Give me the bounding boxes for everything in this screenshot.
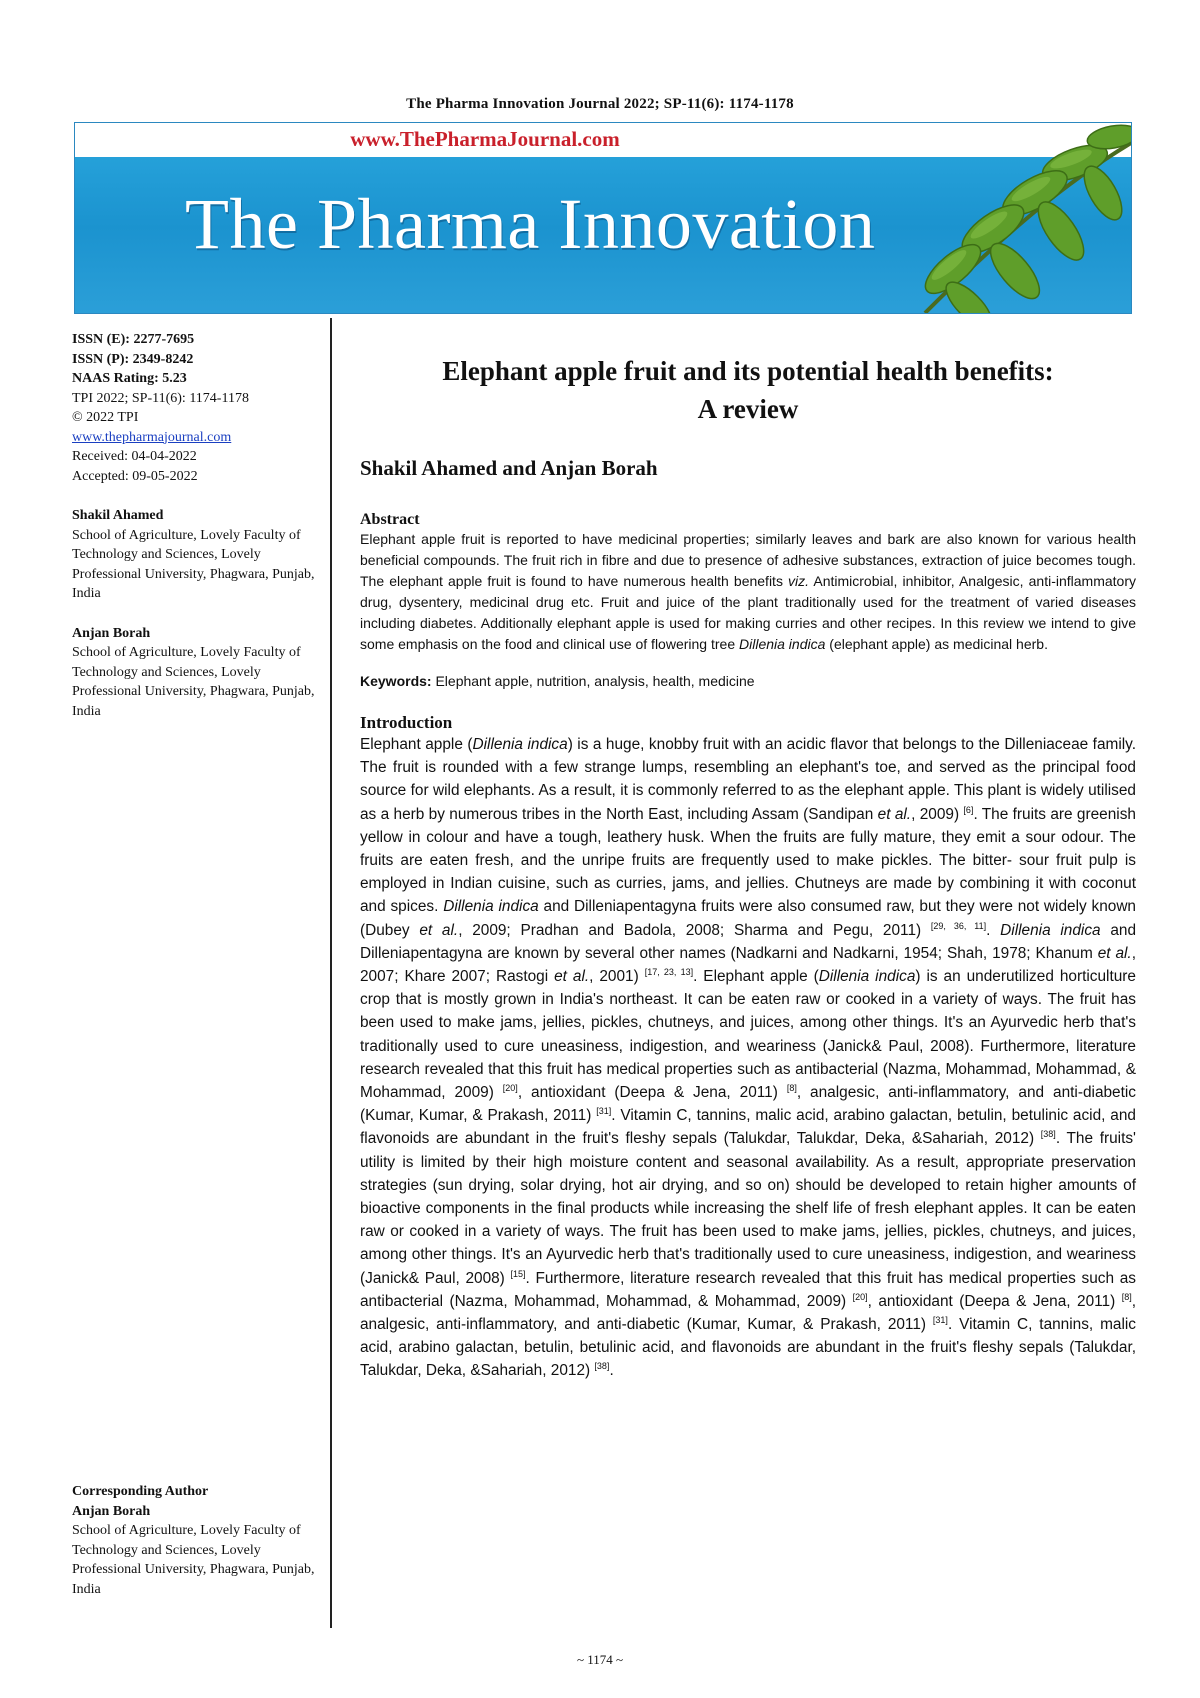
abstract-species: Dillenia indica (739, 636, 826, 652)
abstract-heading: Abstract (360, 511, 420, 528)
author2-name: Anjan Borah (72, 625, 151, 641)
corresponding-label: Corresponding Author (72, 1484, 209, 1499)
journal-url[interactable]: www.ThePharmaJournal.com (350, 127, 620, 151)
naas-rating: NAAS Rating: 5.23 (72, 371, 187, 386)
journal-name: The Pharma Innovation (185, 184, 876, 264)
keywords (360, 673, 1136, 689)
page-number: ~ 1174 ~ (576, 1652, 624, 1667)
abstract-part-3: (elephant apple) as medicinal herb. (825, 636, 1048, 652)
leaf-branch-icon (865, 123, 1131, 313)
author1-name: Shakil Ahamed (72, 508, 164, 523)
abstract-part-1: Elephant apple fruit is reported to have medicinal properties; similarly leaves and bark are also known for various health beneficial compounds. The fruit rich in fibre and due to presence of adhesive substances, extraction of juice becomes tough. The elephant apple fruit is found to have numerous health benefits (360, 531, 1136, 589)
article-title (360, 352, 1136, 428)
corresponding-name: Anjan Borah (72, 1503, 151, 1519)
article-metadata-sidebar (72, 330, 322, 721)
issn-p: ISSN (P): 2349-8242 (72, 351, 194, 367)
introduction-heading: Introduction (360, 713, 453, 732)
keywords-label: Keywords: (360, 673, 432, 689)
title-line-2: A review (697, 394, 799, 424)
abstract-part-2: Antimicrobial, inhibitor, Analgesic, anti-inflammatory drug, dysentery, medicinal drug etc. Fruit and juice of the plant traditionally used for the treatment of varied diseases including diabetes. Additionally elephant apple is used for making curries and other recipes. In this review we intend to give some emphasis on the food and clinical use of flowering tree (360, 573, 1136, 652)
title-line-1: Elephant apple fruit and its potential health benefits: (442, 356, 1054, 386)
corresponding-author-block (72, 1482, 322, 1599)
author1-affiliation: School of Agriculture, Lovely Faculty of Technology and Sciences, Lovely Professional University, Phagwara, Punjab, India (72, 527, 315, 601)
author2-affiliation: School of Agriculture, Lovely Faculty of Technology and Sciences, Lovely Professional University, Phagwara, Punjab, India (72, 645, 315, 719)
accepted-date: Accepted: 09-05-2022 (72, 468, 198, 484)
introduction-text: Elephant apple (Dillenia indica) is a huge, knobby fruit with an acidic flavor that belongs to the Dilleniaceae family. The fruit is rounded with a few strange lumps, resembling an elephant's toe, and served as the principal food source for wild elephants. As a result, it is commonly referred to as the elephant apple. This plant is widely utilised as a herb by numerous tribes in the North East, including Assam (Sandipan et al., 2009) [6]. The fruits are greenish yellow in colour and have a tough, leathery husk. When the fruits are fully mature, they emit a sour odour. The fruits are eaten fresh, and the unripe fruits are frequently used to make pickles. The bitter- sour fruit pulp is employed in Indian cuisine, such as curries, jams, and jellies. Chutneys are made by combining it with coconut and spices. Dillenia indica and Dilleniapentagyna fruits were also consumed raw, but they were not widely known (Dubey et al., 2009; Pradhan and Badola, 2008; Sharma and Pegu, 2011) [29, 36, 11]. Dillenia indica and Dilleniapentagyna are known by several other names (Nadkarni and Nadkarni, 1954; Shah, 1978; Khanum et al., 2007; Khare 2007; Rastogi et al., 2001) [17, 23, 13]. Elephant apple (Dillenia indica) is an underutilized horticulture crop that is mostly grown in India's northeast. It can be eaten raw or cooked in a variety of ways. The fruit has been used to make jams, jellies, pickles, chutneys, and juices, among other things. It's an Ayurvedic herb that's traditionally used to cure uneasiness, indigestion, and weariness (Janick& Paul, 2008). Furthermore, literature research revealed that this fruit has medical properties such as antibacterial (Nazma, Mohammad, Mohammad, & Mohammad, 2009) [20], antioxidant (Deepa & Jena, 2011) [8], analgesic, anti-inflammatory, and anti-diabetic (Kumar, Kumar, & Prakash, 2011) [31]. Vitamin C, tannins, malic acid, arabino galactan, betulin, betulinic acid, and flavonoids are abundant in the fruit's fleshy sepals (Talukdar, Talukdar, Deka, &Sahariah, 2012) [38]. The fruits' utility is limited by their high moisture content and seasonal availability. As a result, appropriate preservation strategies (sun drying, solar drying, hot air drying, and so on) should be developed to retain higher amounts of bioactive components in the final products while increasing the shelf life of fresh elephant apples. It can be eaten raw or cooked in a variety of ways. The fruit has been used to make jams, jellies, pickles, chutneys, and juices, among other things. It's an Ayurvedic herb that's traditionally used to cure uneasiness, indigestion, and weariness (Janick& Paul, 2008) [15]. Furthermore, literature research revealed that this fruit has medical properties such as antibacterial (Nazma, Mohammad, Mohammad, & Mohammad, 2009) [20], antioxidant (Deepa & Jena, 2011) [8], analgesic, anti-inflammatory, and anti-diabetic (Kumar, Kumar, & Prakash, 2011) [31]. Vitamin C, tannins, malic acid, arabino galactan, betulin, betulinic acid, and flavonoids are abundant in the fruit's fleshy sepals (Talukdar, Talukdar, Deka, &Sahariah, 2012) [38]. (360, 736, 1137, 1380)
abstract-text (360, 529, 1136, 655)
issn-e: ISSN (E): 2277-7695 (72, 332, 195, 347)
article-authors: Shakil Ahamed and Anjan Borah (360, 456, 658, 480)
received-date: Received: 04-04-2022 (72, 449, 197, 464)
column-divider (330, 318, 332, 1628)
journal-website-link[interactable]: www.thepharmajournal.com (72, 429, 232, 445)
abstract-viz: viz. (788, 573, 810, 589)
keywords-list: Elephant apple, nutrition, analysis, health, medicine (431, 673, 755, 689)
corresponding-affiliation: School of Agriculture, Lovely Faculty of Technology and Sciences, Lovely Professional University, Phagwara, Punjab, India (72, 1523, 315, 1597)
journal-banner (74, 122, 1132, 314)
running-head: The Pharma Innovation Journal 2022; SP-11(6): 1174-1178 (406, 96, 794, 112)
copyright: © 2022 TPI (72, 410, 139, 425)
article-main (360, 352, 1136, 1383)
tpi-citation: TPI 2022; SP-11(6): 1174-1178 (72, 390, 249, 406)
